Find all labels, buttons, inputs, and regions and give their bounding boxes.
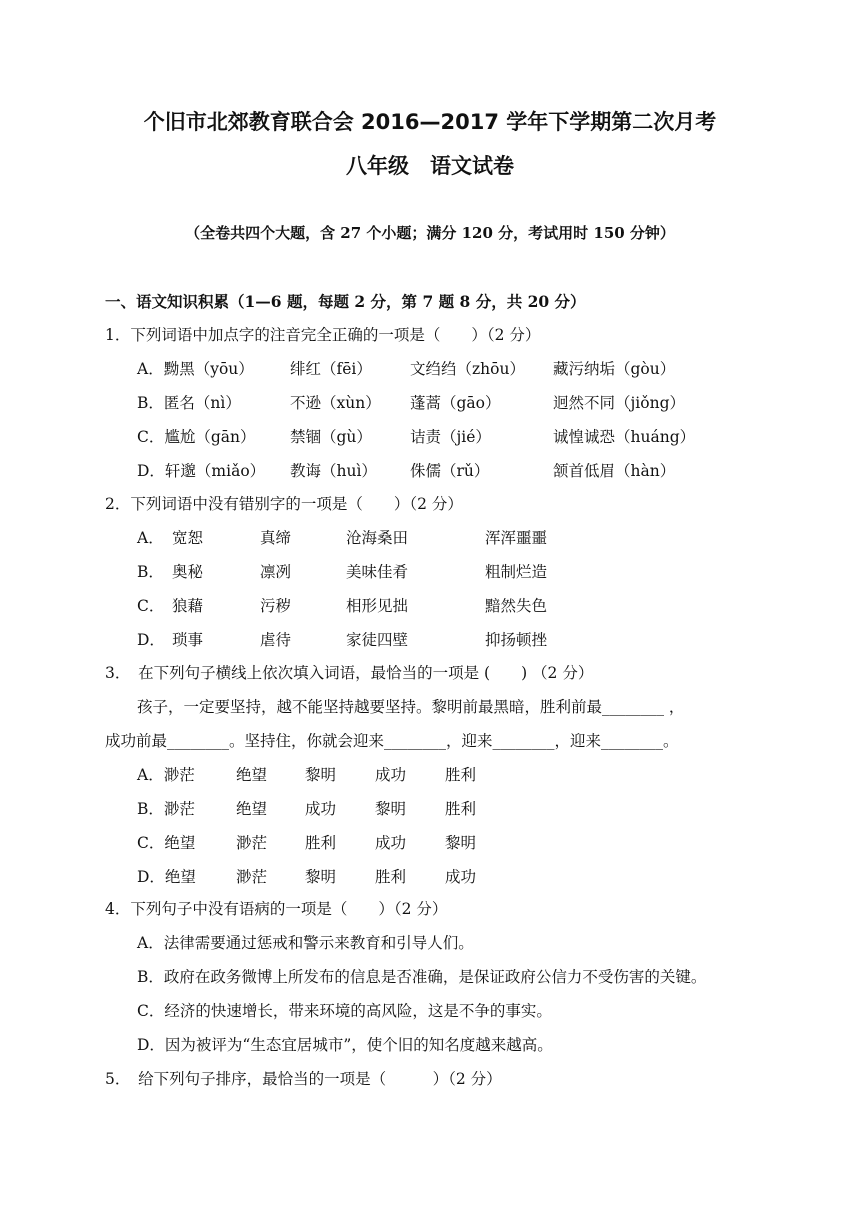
q3-option-row-0-cell-3: 成功 xyxy=(375,766,407,784)
q3-option-row-3-cell-3: 胜利 xyxy=(375,868,407,886)
q3-option-row-2-cell-3: 成功 xyxy=(375,834,407,852)
question-3-passage-line1: 孩子，一定要坚持，越不能坚持越要坚持。黎明前最黑暗，胜利前最________ ， xyxy=(137,698,685,716)
q2-option-row-1-cell-4: 粗制烂造 xyxy=(485,563,548,581)
q2-option-row-0-cell-2: 真缔 xyxy=(260,529,292,547)
q3-option-row-3-cell-2: 黎明 xyxy=(305,868,337,886)
q3-option-row-0-cell-0: A．渺茫 xyxy=(137,766,195,784)
q3-option-row-1-cell-2: 成功 xyxy=(305,800,337,818)
q2-option-row-0-cell-1: 宽恕 xyxy=(172,529,204,547)
q1-option-row-1-cell-0: B．匿名（nì） xyxy=(137,394,241,412)
q2-option-row-1-cell-0: B． xyxy=(137,563,164,581)
question-3-stem: 3． 在下列句子横线上依次填入词语，最恰当的一项是 ( ) （2 分） xyxy=(105,664,594,682)
q3-option-row-2-cell-2: 胜利 xyxy=(305,834,337,852)
q1-option-row-2-cell-2: 诘责（jié） xyxy=(410,428,491,446)
q2-option-row-0-cell-0: A． xyxy=(137,529,164,547)
exam-subtitle: 八年级 语文试卷 xyxy=(346,154,514,178)
q1-option-row-2-cell-3: 诚惶诚恐（huáng） xyxy=(553,428,696,446)
q2-option-row-1-cell-2: 凛冽 xyxy=(260,563,292,581)
section-heading: 一、语文知识积累（1—6 题，每题 2 分，第 7 题 8 分，共 20 分） xyxy=(105,292,586,311)
q3-option-row-3-cell-4: 成功 xyxy=(445,868,477,886)
q3-option-row-1-cell-4: 胜利 xyxy=(445,800,477,818)
q3-option-row-2-cell-4: 黎明 xyxy=(445,834,477,852)
question-2-stem: 2．下列词语中没有错别字的一项是（ ）（2 分） xyxy=(105,495,463,513)
q2-option-row-2-cell-4: 黯然失色 xyxy=(485,597,548,615)
question-4-stem: 4．下列句子中没有语病的一项是（ ）（2 分） xyxy=(105,900,448,918)
q1-option-row-3-cell-0: D．轩邈（miǎo） xyxy=(137,462,266,480)
exam-title: 个旧市北郊教育联合会 2016—2017 学年下学期第二次月考 xyxy=(143,110,717,134)
q2-option-row-2-cell-0: C． xyxy=(137,597,165,615)
q1-option-row-3-cell-1: 教诲（huì） xyxy=(290,462,377,480)
q1-option-row-0-cell-1: 绯红（fēi） xyxy=(290,360,372,378)
q3-option-row-3-cell-0: D．绝望 xyxy=(137,868,196,886)
q2-option-row-2-cell-2: 污秽 xyxy=(260,597,292,615)
exam-info: （全卷共四个大题，含 27 个小题；满分 120 分，考试用时 150 分钟） xyxy=(185,224,675,242)
question-1-stem: 1．下列词语中加点字的注音完全正确的一项是（ ）（2 分） xyxy=(105,326,541,344)
q2-option-row-3-cell-4: 抑扬顿挫 xyxy=(485,631,548,649)
q1-option-row-2-cell-1: 禁锢（gù） xyxy=(290,428,372,446)
q1-option-row-3-cell-3: 颔首低眉（hàn） xyxy=(553,462,676,480)
q1-option-row-1-cell-3: 迥然不同（jiǒng） xyxy=(553,394,686,412)
q1-option-row-3-cell-2: 侏儒（rǔ） xyxy=(410,462,490,480)
question-4-option-a: A．法律需要通过惩戒和警示来教育和引导人们。 xyxy=(137,934,474,952)
q2-option-row-3-cell-3: 家徒四壁 xyxy=(346,631,409,649)
q2-option-row-0-cell-3: 沧海桑田 xyxy=(346,529,409,547)
question-4-option-b: B．政府在政务微博上所发布的信息是否准确，是保证政府公信力不受伤害的关键。 xyxy=(137,968,707,986)
q3-option-row-2-cell-1: 渺茫 xyxy=(236,834,268,852)
question-4-option-d: D．因为被评为“生态宜居城市”，使个旧的知名度越来越高。 xyxy=(137,1036,553,1054)
q2-option-row-3-cell-0: D． xyxy=(137,631,165,649)
q1-option-row-1-cell-1: 不逊（xùn） xyxy=(290,394,381,412)
q2-option-row-3-cell-1: 琐事 xyxy=(172,631,204,649)
question-3-passage-line2: 成功前最________。坚持住，你就会迎来________，迎来________，迎来________。 xyxy=(105,732,679,750)
q3-option-row-2-cell-0: C．绝望 xyxy=(137,834,196,852)
q2-option-row-3-cell-2: 虐待 xyxy=(260,631,292,649)
q2-option-row-0-cell-4: 浑浑噩噩 xyxy=(485,529,548,547)
q1-option-row-1-cell-2: 蓬蒿（gāo） xyxy=(410,394,501,412)
q2-option-row-1-cell-3: 美味佳肴 xyxy=(346,563,409,581)
q3-option-row-1-cell-1: 绝望 xyxy=(236,800,268,818)
q2-option-row-2-cell-1: 狼藉 xyxy=(172,597,204,615)
q3-option-row-0-cell-1: 绝望 xyxy=(236,766,268,784)
question-4-option-c: C．经济的快速增长，带来环境的高风险，这是不争的事实。 xyxy=(137,1002,552,1020)
q1-option-row-0-cell-2: 文绉绉（zhōu） xyxy=(410,360,525,378)
q3-option-row-1-cell-3: 黎明 xyxy=(375,800,407,818)
q3-option-row-0-cell-4: 胜利 xyxy=(445,766,477,784)
q2-option-row-1-cell-1: 奥秘 xyxy=(172,563,204,581)
question-5-stem: 5． 给下列句子排序，最恰当的一项是（ ）（2 分） xyxy=(105,1070,502,1088)
q3-option-row-3-cell-1: 渺茫 xyxy=(236,868,268,886)
q2-option-row-2-cell-3: 相形见拙 xyxy=(346,597,409,615)
q1-option-row-0-cell-0: A．黝黑（yōu） xyxy=(137,360,254,378)
q1-option-row-0-cell-3: 藏污纳垢（gòu） xyxy=(553,360,676,378)
q1-option-row-2-cell-0: C．尴尬（gān） xyxy=(137,428,256,446)
q3-option-row-1-cell-0: B．渺茫 xyxy=(137,800,195,818)
q3-option-row-0-cell-2: 黎明 xyxy=(305,766,337,784)
